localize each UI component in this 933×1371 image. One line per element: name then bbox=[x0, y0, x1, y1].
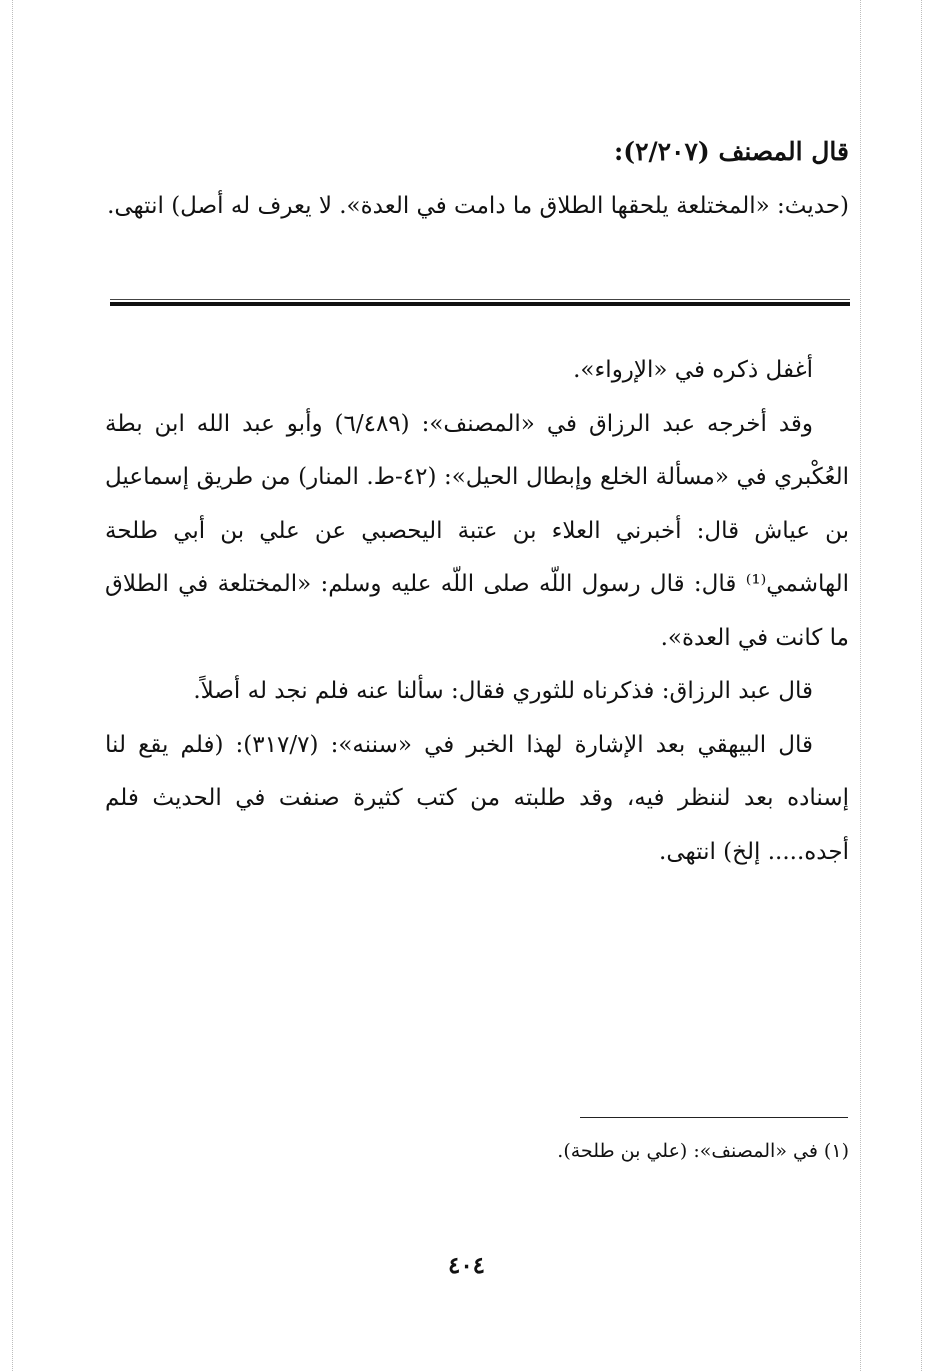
section-heading: قال المصنف (٢/٢٠٧): bbox=[614, 137, 849, 166]
commentary-body bbox=[105, 344, 849, 879]
paragraph: قال عبد الرزاق: فذكرناه للثوري فقال: سألنا عنه فلم نجد له أصلاً. bbox=[193, 678, 813, 704]
scan-dotted-line bbox=[12, 0, 13, 1371]
paragraph: وقد أخرجه عبد الرزاق في «المصنف»: (٦/٤٨٩) وأبو عبد الله ابن بطة العُكْبري في «مسألة الخلع وإبطال الحيل»: (٤٢-ط. المنار) من طريق إسماعيل بن عياش قال: أخبرني العلاء بن عتبة اليحصبي عن علي بن أبي طلحة الهاشمي⁽¹⁾ قال: قال رسول اللّه صلى اللّه عليه وسلم: «المختلعة في الطلاق ما كانت في العدة». bbox=[105, 410, 849, 651]
footnote-separator bbox=[580, 1117, 848, 1118]
scan-dotted-line bbox=[860, 0, 861, 1371]
page-number: ٤٠٤ bbox=[447, 1252, 486, 1279]
footnote: (١) في «المصنف»: (علي بن طلحة). bbox=[557, 1140, 849, 1162]
quoted-hadith: (حديث: «المختلعة يلحقها الطلاق ما دامت في العدة». لا يعرف له أصل) انتهى. bbox=[107, 193, 849, 219]
paragraph: قال البيهقي بعد الإشارة لهذا الخبر في «سننه»: (٣١٧/٧): (فلم يقع لنا إسناده بعد لننظر فيه، وقد طلبته من كتب كثيرة صنفت في الحديث فلم أجده..... إلخ) انتهى. bbox=[105, 731, 849, 865]
paragraph: أغفل ذكره في «الإرواء». bbox=[573, 357, 813, 383]
section-divider bbox=[110, 299, 850, 306]
scan-dotted-line bbox=[921, 0, 922, 1371]
